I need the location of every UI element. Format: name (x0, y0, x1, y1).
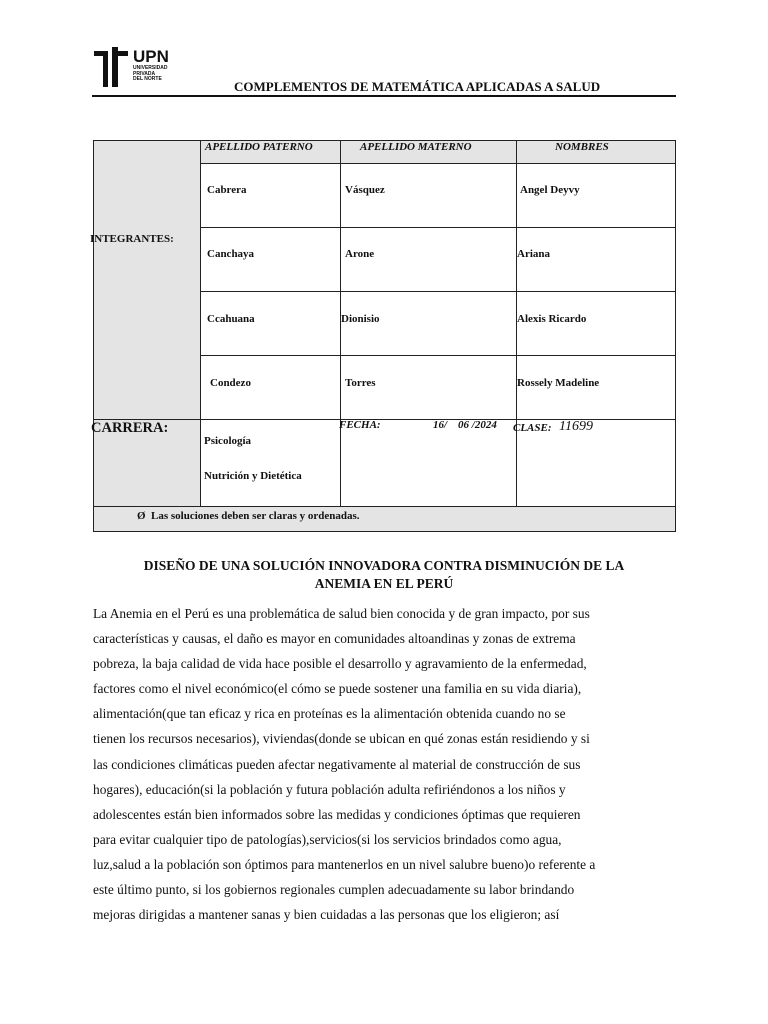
column-header-nombres: NOMBRES (555, 141, 609, 153)
paragraph-line: factores como el nivel económico(el cómo se puede sostener una familia en su vida diaria), (93, 681, 582, 697)
table-border (93, 506, 676, 507)
column-header-paterno: APELLIDO PATERNO (205, 141, 313, 153)
table-border (200, 140, 201, 506)
carrera-psicologia: Psicología (204, 435, 252, 447)
table-border (93, 140, 94, 532)
table-cell-nombres: Alexis Ricardo (517, 313, 587, 325)
integrantes-label: INTEGRANTES: (90, 233, 174, 245)
table-cell-paterno: Condezo (210, 377, 251, 389)
upn-logo-icon (92, 47, 130, 87)
fecha-label: FECHA: (339, 419, 381, 431)
table-border (200, 163, 676, 164)
clase-value: 11699 (559, 419, 593, 434)
paragraph-line: luz,salud a la población son óptimos para mantenerlos en un nivel salubre bueno)o referente a (93, 856, 596, 872)
carrera-nutricion: Nutrición y Dietética (204, 470, 302, 482)
paragraph-line: tienen los recursos necesarios), viviendas(donde se ubican en qué zonas están residiendo y si (93, 731, 590, 747)
logo-subtext: UNIVERSIDAD PRIVADA DEL NORTE (133, 65, 168, 83)
column-header-materno: APELLIDO MATERNO (360, 141, 472, 153)
course-title: COMPLEMENTOS DE MATEMÁTICA APLICADAS A SALUD (234, 79, 601, 94)
table-border (200, 291, 676, 292)
members-table (90, 140, 676, 532)
paragraph-line: las condiciones climáticas pueden afectar negativamente al material de construcción de sus (93, 756, 581, 772)
table-cell-materno: Dionisio (341, 313, 380, 325)
table-cell-nombres: Ariana (517, 248, 550, 260)
paragraph-line: adolescentes están bien informados sobre las medidas y condiciones óptimas que requieren (93, 806, 581, 822)
paragraph-line: mejoras dirigidas a mantener sanas y bien cuidadas a las personas que los eligieron; así (93, 907, 560, 923)
paragraph-line: pobreza, la baja calidad de vida hace posible el desarrollo y agravamiento de la enfermedad, (93, 656, 587, 672)
fecha-value: 16/ 06 /2024 (433, 419, 497, 431)
logo-text: UPN (133, 47, 169, 66)
carrera-label: CARRERA: (91, 420, 169, 436)
paragraph-line: para evitar cualquier tipo de patologías),servicios(si los servicios brindados como agua, (93, 831, 562, 847)
table-cell-nombres: Rossely Madeline (517, 377, 600, 389)
table-border (675, 140, 676, 532)
paragraph-line: características y causas, el daño es mayor en comunidades altoandinas y zonas de extrema (93, 631, 576, 647)
table-border (200, 355, 676, 356)
paragraph-line: La Anemia en el Perú es una problemática de salud bien conocida y de gran impacto, por sus (93, 606, 590, 621)
table-cell-paterno: Canchaya (207, 248, 255, 260)
paragraph-line: hogares), educación(si la población y futura población adulta refiriéndonos a los niños y (93, 781, 566, 797)
table-cell-paterno: Ccahuana (207, 313, 255, 325)
document-title: DISEÑO DE UNA SOLUCIÓN INNOVADORA CONTRA DISMINUCIÓN DE LA ANEMIA EN EL PERÚ (143, 558, 625, 591)
table-cell-materno: Vásquez (345, 184, 385, 196)
header-divider (92, 95, 676, 97)
paragraph-line: alimentación(que tan eficaz y rica en proteínas es la alimentación obtenida cuando no se (93, 706, 566, 722)
body-paragraph (93, 601, 678, 927)
integrantes-cell (93, 140, 200, 419)
paragraph-line: este último punto, si los gobiernos regionales cumplen adecuadamente su labor brindando (93, 882, 575, 898)
table-cell-materno: Arone (345, 248, 375, 260)
note-bullet-icon: Ø (137, 510, 146, 522)
upn-logo (92, 47, 182, 87)
table-border (200, 227, 676, 228)
note-text: Las soluciones deben ser claras y ordenadas. (151, 510, 360, 522)
table-cell-paterno: Cabrera (207, 184, 247, 196)
table-cell-nombres: Angel Deyvy (520, 184, 580, 196)
table-cell-materno: Torres (345, 377, 376, 389)
table-border (93, 531, 676, 532)
clase-label: CLASE: (513, 422, 552, 434)
